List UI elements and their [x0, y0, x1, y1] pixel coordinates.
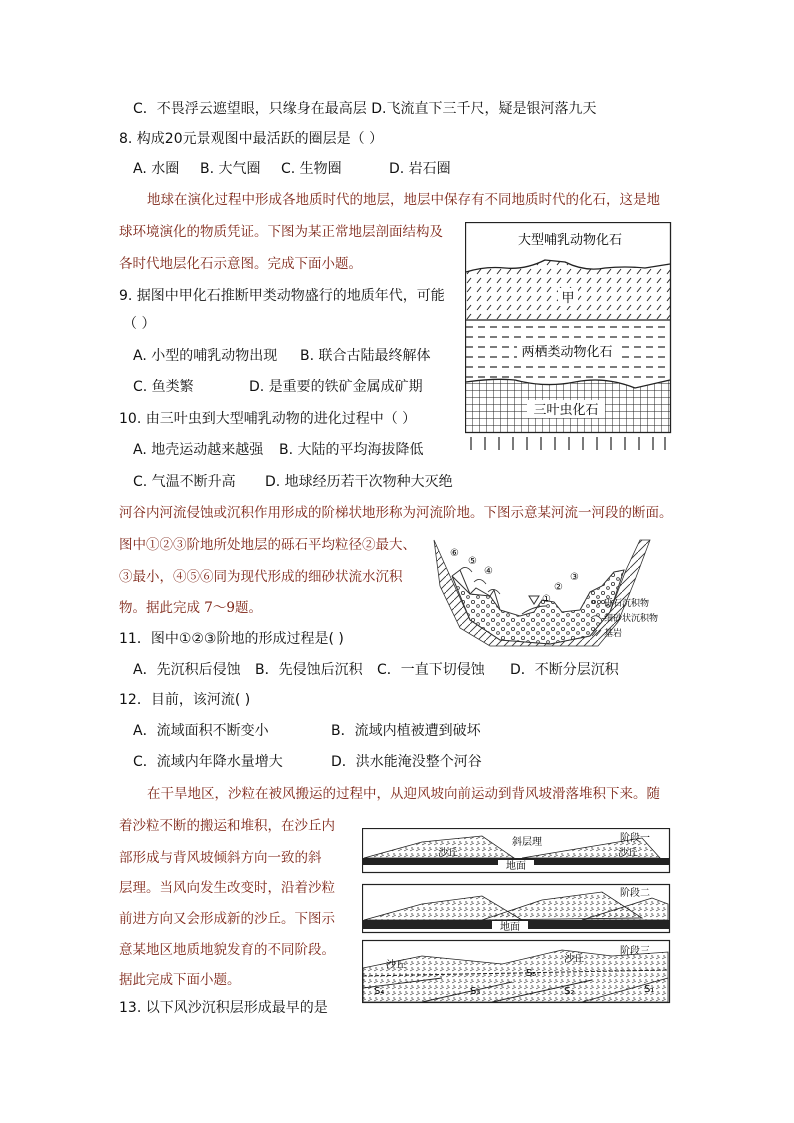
terrace-2-label: ② — [554, 582, 563, 593]
q11-option-a: A．先沉积后侵蚀 — [133, 662, 241, 678]
intro-3-line-b: 着沙粒不断的搬运和堆积，在沙丘内 — [119, 818, 335, 834]
stage-3-dune-right: 沙丘 — [564, 954, 584, 965]
q10-option-b: B. 大陆的平均海拔降低 — [279, 442, 424, 458]
question-9: 9. 据图中甲化石推断甲类动物盛行的地质年代，可能 — [119, 288, 445, 304]
question-10: 10. 由三叶虫到大型哺乳动物的进化过程中（ ） — [119, 411, 417, 427]
stage-3-dune-left: 沙丘 — [386, 960, 406, 971]
fig1-mid-label: 两栖类动物化石 — [521, 345, 613, 360]
q7-options-cd: C．不畏浮云遮望眼，只缘身在最高层 D.飞流直下三千尺，疑是银河落九天 — [133, 101, 597, 117]
q10-option-c: C. 气温不断升高 — [133, 474, 236, 490]
intro-3-line-c: 部形成与背风坡倾斜方向一致的斜 — [119, 850, 322, 866]
question-9-paren: （ ） — [123, 316, 156, 332]
terrace-5-label: ⑤ — [468, 556, 477, 567]
intro-2-line-a: 河谷内河流侵蚀或沉积作用形成的阶梯状地形称为河流阶地。下图示意某河流一河段的断面。 — [119, 505, 673, 521]
stage-3-panel — [363, 941, 670, 1003]
q9-option-d: D. 是重要的铁矿金属成矿期 — [249, 379, 423, 395]
stage-1-label: 阶段一 — [620, 833, 650, 844]
layer-s1-label: S₁ — [644, 984, 655, 995]
q12-option-c: C．流域内年降水量增大 — [133, 754, 283, 770]
fig1-top-label: 大型哺乳动物化石 — [517, 233, 623, 248]
intro-3-line-g: 据此完成下面小题。 — [119, 972, 241, 988]
stage-1-panel — [363, 829, 670, 873]
strata-section-figure — [465, 222, 673, 454]
q10-option-d: D. 地球经历若干次物种大灭绝 — [265, 474, 453, 490]
question-13: 13. 以下风沙沉积层形成最早的是 — [119, 1000, 328, 1016]
q11-option-c: C．一直下切侵蚀 — [377, 662, 485, 678]
terrace-1-label: ① — [542, 594, 551, 605]
intro-3-line-f: 意某地区地质地貌发育的不同阶段。 — [119, 942, 335, 958]
stage-2-label: 阶段二 — [620, 888, 650, 899]
intro-3-line-e: 前进方向又会形成新的沙丘。下图示 — [119, 911, 335, 927]
intro-3-line-a: 在干旱地区，沙粒在被风搬运的过程中，从迎风坡向前运动到背风坡滑落堆积下来。随 — [147, 786, 660, 802]
q8-option-c: C. 生物圈 — [281, 161, 342, 177]
fig1-bottom-label: 三叶虫化石 — [533, 403, 599, 418]
terrace-4-label: ④ — [484, 566, 493, 577]
fig1-jia-label: 甲 — [561, 291, 575, 306]
q8-option-a: A. 水圈 — [133, 161, 180, 177]
legend-gravel-label: 砾石沉积物 — [604, 599, 650, 609]
layer-s5-label: S₅ — [526, 968, 537, 979]
terrace-6-label: ⑥ — [450, 548, 459, 559]
question-12: 12．目前，该河流( ) — [119, 692, 251, 708]
q12-option-b: B．流域内植被遭到破坏 — [331, 723, 481, 739]
q8-option-d: D. 岩石圈 — [389, 161, 451, 177]
legend-bedrock-label: 基岩 — [604, 629, 623, 639]
q12-option-a: A．流域面积不断变小 — [133, 723, 269, 739]
intro-3-line-d: 层理。当风向发生改变时，沿着沙粒 — [119, 880, 335, 896]
intro-1-line-c: 各时代地层化石示意图。完成下面小题。 — [119, 256, 362, 272]
cross-bedding-label: 斜层理 — [512, 837, 542, 848]
river-terrace-figure — [430, 536, 680, 648]
terrace-3-label: ③ — [570, 572, 579, 583]
dune-stages-figure — [362, 828, 674, 1006]
question-11: 11．图中①②③阶地的形成过程是( ) — [119, 631, 344, 647]
stage-2-ground: 地面 — [500, 922, 520, 933]
intro-2-line-c: ③最小，④⑤⑥同为现代形成的细砂状流水沉积 — [119, 569, 403, 585]
stage-3-label: 阶段三 — [620, 946, 650, 957]
stage-1-dune-left: 沙丘 — [438, 848, 458, 859]
layer-s3-label: S₃ — [470, 986, 481, 997]
q9-option-c: C. 鱼类繁 — [133, 379, 194, 395]
stage-1-dune-right: 沙丘 — [618, 848, 638, 859]
layer-s4-label: S₄ — [374, 986, 385, 997]
legend-fine-sand-label: 细砂状沉积物 — [604, 614, 659, 624]
stage-2-panel — [363, 885, 670, 934]
q9-option-b: B. 联合古陆最终解体 — [300, 348, 431, 364]
question-8: 8. 构成20元景观图中最活跃的圈层是（ ） — [119, 131, 384, 147]
q12-option-d: D．洪水能淹没整个河谷 — [331, 754, 482, 770]
q8-option-b: B. 大气圈 — [200, 161, 261, 177]
q11-option-b: B．先侵蚀后沉积 — [255, 662, 363, 678]
intro-2-line-d: 物。据此完成 7～9题。 — [119, 600, 262, 616]
q10-option-a: A. 地壳运动越来越强 — [133, 442, 264, 458]
intro-2-line-b: 图中①②③阶地所处地层的砾石平均粒径②最大、 — [119, 537, 416, 553]
intro-1-line-b: 球环境演化的物质凭证。下图为某正常地层剖面结构及 — [119, 224, 443, 240]
intro-1-line-a: 地球在演化过程中形成各地质时代的地层，地层中保存有不同地质时代的化石，这是地 — [147, 192, 660, 208]
layer-s2-label: S₂ — [564, 986, 575, 997]
q11-option-d: D．不断分层沉积 — [510, 662, 619, 678]
q9-option-a: A. 小型的哺乳动物出现 — [133, 348, 278, 364]
stage-1-ground: 地面 — [506, 861, 526, 872]
